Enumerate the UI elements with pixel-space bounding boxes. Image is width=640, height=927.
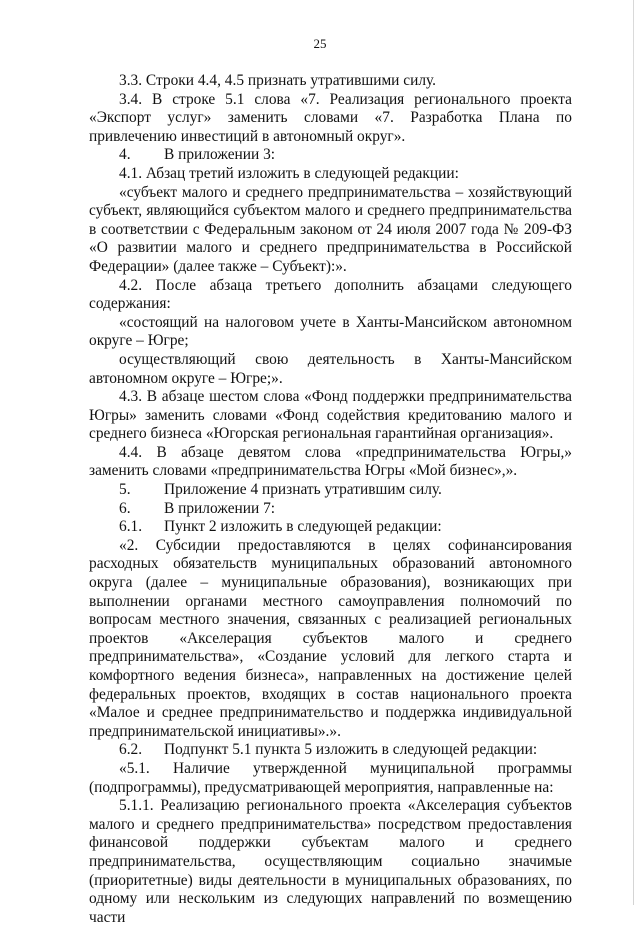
paragraph-4 xyxy=(89,146,572,165)
paragraph-4-3: 4.3. В абзаце шестом слова «Фонд поддержки предпринимательства Югры» заменить словами «Фонд содействия кредитованию малого и среднего бизнеса «Югорская региональная гарантийная организация». xyxy=(89,388,572,443)
item-text: Подпункт 5.1 пункта 5 изложить в следующей редакции: xyxy=(164,741,538,759)
paragraph-4-4: 4.4. В абзаце девятом слова «предпринимательства Югры,» заменить словами «предпринимательства Югры «Мой бизнес»,». xyxy=(89,443,572,480)
paragraph-4-2-quote-2: осуществляющий свою деятельность в Ханты-Мансийском автономном округе – Югре;». xyxy=(89,350,572,387)
item-number: 6.1. xyxy=(119,518,143,536)
item-number: 4. xyxy=(119,146,131,164)
item-text: Пункт 2 изложить в следующей редакции: xyxy=(164,518,442,536)
item-text: В приложении 7: xyxy=(164,499,276,517)
paragraph-3-4: 3.4. В строке 5.1 слова «7. Реализация регионального проекта «Экспорт услуг» заменить словами «7. Разработка Плана по привлечению инвестиций в автономный округ». xyxy=(89,90,572,145)
paragraph-4-2-quote-1: «состоящий на налоговом учете в Ханты-Мансийском автономном округе – Югре; xyxy=(89,313,572,350)
document-body xyxy=(89,72,572,927)
paragraph-6-1 xyxy=(89,518,572,537)
page-edge-shadow xyxy=(633,0,634,905)
paragraph-6 xyxy=(89,500,572,519)
paragraph-4-1-quote: «субъект малого и среднего предпринимательства – хозяйствующий субъект, являющийся субъектом малого и среднего предпринимательства в соответствии с Федеральным законом от 24 июля 2007 года № 209-ФЗ «О развитии малого и среднего предпринимательства в Российской Федерации» (далее также – Субъект):». xyxy=(89,183,572,275)
item-number: 5. xyxy=(119,481,131,499)
paragraph-6-2-quote: «5.1. Наличие утвержденной муниципальной программы (подпрограммы), предусматривающей мероприятия, направленные на: xyxy=(89,759,572,796)
page-number: 25 xyxy=(313,36,327,51)
paragraph-3-3: 3.3. Строки 4.4, 4.5 признать утратившими силу. xyxy=(119,72,437,89)
item-number: 6.2. xyxy=(119,741,143,759)
item-text: В приложении 3: xyxy=(164,146,276,164)
item-text: Приложение 4 признать утратившим силу. xyxy=(164,481,442,499)
paragraph-6-2 xyxy=(89,741,572,760)
paragraph-6-1-quote: «2. Субсидии предоставляются в целях софинансирования расходных обязательств муниципальных образований автономного округа (далее – муниципальные образования), возникающих при выполнении органами местного самоуправления полномочий по вопросам местного значения, связанных с реализацией региональных проектов «Акселерация субъектов малого и среднего предпринимательства», «Создание условий для легкого старта и комфортного ведения бизнеса», направленных на достижение целей федеральных проектов, входящих в состав национального проекта «Малое и среднее предпринимательство и поддержка индивидуальной предпринимательской инициативы».». xyxy=(89,536,572,740)
paragraph-4-2: 4.2. После абзаца третьего дополнить абзацами следующего содержания: xyxy=(89,276,572,313)
paragraph-5-1-1: 5.1.1. Реализацию регионального проекта «Акселерация субъектов малого и среднего предпринимательства» посредством предоставления финансовой поддержки субъектам малого и среднего предпринимательства, осуществляющим социально значимые (приоритетные) виды деятельности в муниципальных образованиях, по одному или нескольким из следующих направлений по возмещению части xyxy=(89,797,572,926)
item-number: 6. xyxy=(119,499,131,517)
paragraph-4-1: 4.1. Абзац третий изложить в следующей редакции: xyxy=(119,164,459,182)
paragraph-5 xyxy=(89,481,572,500)
